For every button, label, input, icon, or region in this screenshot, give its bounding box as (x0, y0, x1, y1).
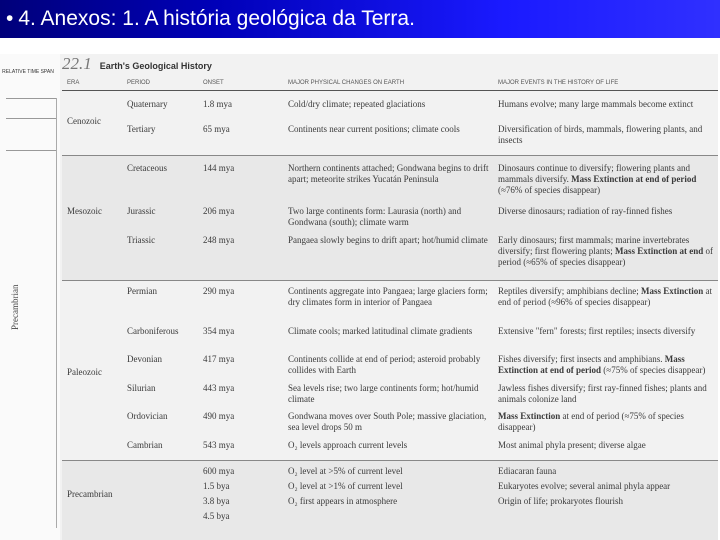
col-header-period: PERIOD (127, 80, 151, 86)
era-divider (62, 460, 718, 461)
col-header-physical: MAJOR PHYSICAL CHANGES ON EARTH (288, 80, 405, 86)
era-divider (62, 280, 718, 281)
mass-extinction-label: Mass Extinction at end (614, 246, 704, 256)
era-cenozoic: Cenozoic (67, 116, 101, 126)
onset-cell: 3.8 bya (203, 496, 230, 506)
scale-divider (6, 150, 56, 151)
physical-cell: Gondwana moves over South Pole; massive glaciation, sea level drops 50 m (288, 411, 487, 432)
relative-time-label: RELATIVE TIME SPAN (2, 69, 54, 75)
title-bullet: • (6, 7, 14, 30)
col-header-onset: ONSET (203, 80, 224, 86)
scale-divider (6, 98, 56, 99)
col-header-era: ERA (67, 80, 80, 86)
mass-extinction-label: Mass Extinction at end of period (498, 354, 685, 375)
physical-cell: Cold/dry climate; repeated glaciations (288, 99, 426, 109)
period-cell: Tertiary (127, 124, 156, 134)
scale-divider (6, 118, 56, 119)
period-cell: Cambrian (127, 440, 163, 450)
physical-cell: O₂ level at >5% of current level (288, 466, 403, 476)
period-cell: Silurian (127, 383, 156, 393)
era-paleozoic: Paleozoic (67, 367, 102, 377)
header-rule (62, 90, 718, 91)
period-cell: Quaternary (127, 99, 168, 109)
onset-cell: 1.8 mya (203, 99, 232, 109)
life-tail: at end of period (≈75% of species disappear) (498, 411, 684, 432)
period-cell: Triassic (127, 235, 156, 245)
physical-cell: Climate cools; marked latitudinal climate gradients (288, 326, 473, 336)
physical-cell: Northern continents attached; Gondwana begins to drift apart; meteorite strikes Yucatán Peninsula (288, 163, 489, 184)
life-cell (498, 411, 714, 433)
physical-cell: Sea levels rise; two large continents form; hot/humid climate (288, 383, 479, 404)
life-cell: Diverse dinosaurs; radiation of ray-finned fishes (498, 206, 673, 216)
life-cell: Origin of life; prokaryotes flourish (498, 496, 623, 506)
slide-title-bar (0, 0, 720, 38)
table-number: 22.1 (62, 54, 92, 73)
era-divider (62, 155, 718, 156)
onset-cell: 354 mya (203, 326, 235, 336)
life-cell (498, 354, 714, 376)
physical-cell: Continents near current positions; climate cools (288, 124, 460, 134)
onset-cell: 65 mya (203, 124, 230, 134)
life-tail: at end of period (≈96% of species disappear) (498, 286, 712, 307)
era-precambrian: Precambrian (67, 489, 113, 499)
onset-cell: 4.5 bya (203, 511, 230, 521)
period-cell: Cretaceous (127, 163, 167, 173)
period-cell: Devonian (127, 354, 162, 364)
life-cell: Jawless fishes diversify; first ray-finned fishes; plants and animals colonize land (498, 383, 707, 404)
life-cell: Eukaryotes evolve; several animal phyla appear (498, 481, 671, 491)
onset-cell: 417 mya (203, 354, 235, 364)
time-connector (56, 98, 57, 528)
onset-cell: 248 mya (203, 235, 235, 245)
onset-cell: 490 mya (203, 411, 235, 421)
mass-extinction-label: Mass Extinction (498, 411, 561, 421)
mass-extinction-label: Mass Extinction (640, 286, 704, 296)
life-tail: (≈76% of species disappear) (498, 185, 601, 195)
period-cell: Jurassic (127, 206, 156, 216)
life-text: Fishes diversify; first insects and amphibians. (498, 354, 663, 364)
life-cell: Most animal phyla present; diverse algae (498, 440, 646, 450)
mass-extinction-label: Mass Extinction at end of period (571, 174, 697, 184)
life-tail: of period (≈65% of species disappear) (498, 246, 713, 267)
life-text: Early dinosaurs; first mammals; marine invertebrates diversify; first flowering plants; (498, 235, 690, 256)
table-heading (62, 54, 212, 74)
relative-time-panel (0, 54, 60, 540)
onset-cell: 1.5 bya (203, 481, 230, 491)
onset-cell: 443 mya (203, 383, 235, 393)
col-header-life: MAJOR EVENTS IN THE HISTORY OF LIFE (498, 80, 619, 86)
onset-cell: 290 mya (203, 286, 235, 296)
physical-cell: Continents aggregate into Pangaea; large glaciers form; dry climates form in interior of Pangaea (288, 286, 488, 307)
precambrian-side-label: Precambrian (10, 284, 20, 330)
life-cell (498, 163, 714, 196)
physical-cell: Two large continents form: Laurasia (north) and Gondwana (south); climate warm (288, 206, 462, 227)
onset-cell: 206 mya (203, 206, 235, 216)
life-cell (498, 235, 714, 268)
life-cell: Humans evolve; many large mammals become extinct (498, 99, 694, 109)
table-title: Earth's Geological History (99, 61, 212, 71)
physical-cell: O₂ first appears in atmosphere (288, 496, 398, 506)
onset-cell: 144 mya (203, 163, 235, 173)
onset-cell: 543 mya (203, 440, 235, 450)
period-cell: Permian (127, 286, 157, 296)
life-cell: Diversification of birds, mammals, flowering plants, and insects (498, 124, 703, 145)
physical-cell: O₂ levels approach current levels (288, 440, 408, 450)
period-cell: Carboniferous (127, 326, 179, 336)
life-text: Dinosaurs continue to diversify; flowering plants and mammals diversify. (498, 163, 690, 184)
life-text: Reptiles diversify; amphibians decline; (498, 286, 639, 296)
period-cell: Ordovician (127, 411, 168, 421)
era-mesozoic: Mesozoic (67, 206, 102, 216)
life-cell (498, 286, 714, 308)
life-tail: (≈75% of species disappear) (603, 365, 706, 375)
life-cell: Extensive "fern" forests; first reptiles; insects diversify (498, 326, 696, 336)
life-cell: Ediacaran fauna (498, 466, 557, 476)
onset-cell: 600 mya (203, 466, 235, 476)
slide-title: 4. Anexos: 1. A história geológica da Terra. (18, 7, 415, 30)
physical-cell: Pangaea slowly begins to drift apart; hot/humid climate (288, 235, 488, 245)
physical-cell: Continents collide at end of period; asteroid probably collides with Earth (288, 354, 481, 375)
physical-cell: O₂ level at >1% of current level (288, 481, 403, 491)
